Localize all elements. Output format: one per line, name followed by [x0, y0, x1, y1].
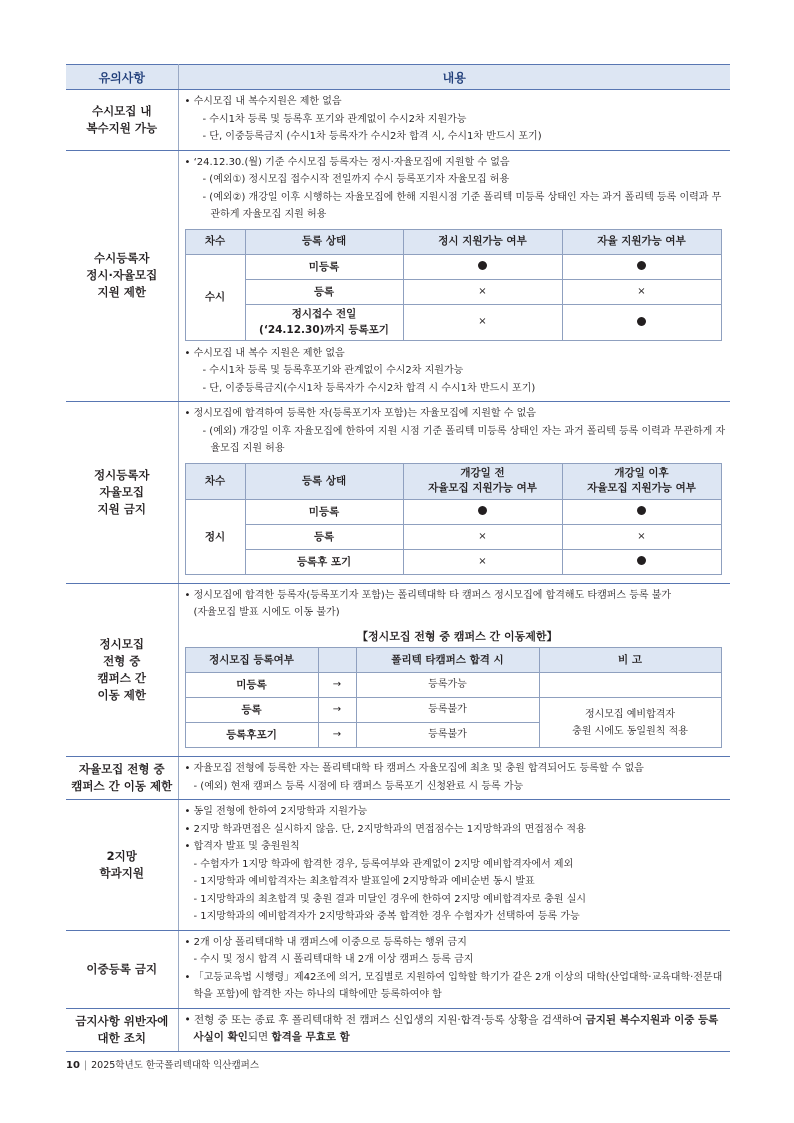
header-content: 내용 — [178, 65, 730, 90]
table-row — [66, 757, 730, 800]
susi-restriction-table — [185, 229, 722, 341]
header-category: 유의사항 — [66, 65, 178, 90]
row-content: • 동일 전형에 한하여 2지망학과 지원가능 • 2지망 학과면접은 실시하지 않음. 단, 2지망학과의 면접점수는 1지망학과의 면접점수 적용 • 합격자 발표 및 충원원칙 - 수험자가 1지망 학과에 합격한 경우, 등록여부와 관계없이 2지망 예비합격자에서 제외 - 1지망학과 예비합격자는 최초합격자 발표일에 2지망학과 예비순번 동시 발표 - 1지망학과의 최초합격 및 충원 결과 미달인 경우에 한하여 2지망 예비합격자로 충원 실시 - 1지망학과의 예비합격자가 2지망학과와 중복 합격한 경우 수험자가 선택하여 등록 가능 — [178, 800, 730, 931]
row-content: • 전형 중 또는 종료 후 폴리텍대학 전 캠퍼스 신입생의 지원·합격·등록 상황을 검색하여 금지된 복수지원과 이중 등록 사실이 확인되면 합격을 무효로 함 — [178, 1008, 730, 1051]
row-category: 자율모집 전형 중 캠퍼스 간 이동 제한 — [66, 757, 178, 800]
availability-cell — [562, 549, 721, 574]
sub-table-title: 【정시모집 전형 중 캠퍼스 간 이동제한】 — [356, 629, 558, 643]
row-content: • 정시모집에 합격하여 등록한 자(등록포기자 포함)는 자율모집에 지원할 수 없음 - (예외) 개강일 이후 자율모집에 한하여 지원 시점 기준 폴리텍 미등록 상태인 자는 과거 폴리텍 등록 이력과 무관하게 자율모집 지원 허용 차수 등록 상태 개강일 전 자율모집 지원가능 여부 개강일 이후 자율모집 지원가능 여부 정시 미등록 등록 × × 등록후 포기 × — [178, 402, 730, 584]
available-dot-icon — [637, 317, 646, 326]
availability-cell — [562, 304, 721, 340]
row-content: • 자율모집 전형에 등록한 자는 폴리텍대학 타 캠퍼스 자율모집에 최초 및 충원 합격되어도 등록할 수 없음 - (예외) 현재 캠퍼스 등록 시점에 타 캠퍼스 등록포기 신청완료 시 등록 가능 — [178, 757, 730, 800]
status-cell: 등록후포기 — [185, 723, 318, 748]
sub-header: 정시 지원가능 여부 — [403, 229, 562, 254]
table-row — [66, 402, 730, 584]
table-header-row — [66, 65, 730, 90]
row-content: • 2개 이상 폴리텍대학 내 캠퍼스에 이중으로 등록하는 행위 금지 - 수시 및 정시 합격 시 폴리텍대학 내 2개 이상 캠퍼스 등록 금지 • 「고등교육법 시행령」제42조에 의거, 모집별로 지원하여 입학할 학기가 같은 2개 이상의 대학(산업대학·교육대학·전문대학을 포함)에 합격한 자는 하나의 대학에만 등록하여야 함 — [178, 930, 730, 1008]
sub-header: 정시모집 등록여부 — [185, 648, 318, 673]
table-row — [66, 90, 730, 151]
sub-header: 자율 지원가능 여부 — [562, 229, 721, 254]
table-row — [66, 800, 730, 931]
availability-cell: × — [403, 304, 562, 340]
availability-cell — [562, 499, 721, 524]
availability-cell: × — [403, 524, 562, 549]
availability-cell — [403, 254, 562, 279]
footer-text: 2025학년도 한국폴리텍대학 익산캠퍼스 — [91, 1060, 259, 1071]
row-category: 2지망 학과지원 — [66, 800, 178, 931]
status-cell: 등록 — [245, 279, 403, 304]
row-category: 금지사항 위반자에 대한 조치 — [66, 1008, 178, 1051]
sub-header: 폴리텍 타캠퍼스 합격 시 — [356, 648, 539, 673]
status-cell: 정시접수 전일 (‘24.12.30)까지 등록포기 — [245, 304, 403, 340]
footer-separator: | — [83, 1060, 88, 1071]
document — [66, 64, 730, 1052]
availability-cell: × — [562, 279, 721, 304]
availability-cell — [403, 499, 562, 524]
result-cell: 등록불가 — [356, 723, 539, 748]
available-dot-icon — [637, 556, 646, 565]
table-row — [66, 150, 730, 402]
available-dot-icon — [637, 506, 646, 515]
campus-move-table — [185, 647, 722, 748]
result-cell: 등록가능 — [356, 673, 539, 698]
arrow-icon: → — [318, 673, 356, 698]
sub-header: 차수 — [185, 463, 245, 499]
group-cell: 정시 — [185, 499, 245, 574]
row-content: • 정시모집에 합격한 등록자(등록포기자 포함)는 폴리텍대학 타 캠퍼스 정시모집에 합격해도 타캠퍼스 등록 불가 (자율모집 발표 시에도 이동 불가) 【정시모집 전형 중 캠퍼스 간 이동제한】 정시모집 등록여부 폴리텍 타캠퍼스 합격 시 비 고 미등록 → 등록가능 등록 → 등록불가 정시모집 예비합격자 충원 시에도 동일원칙 적용 등록후포기 → 등록불가 — [178, 583, 730, 757]
row-content: • 수시모집 내 복수지원은 제한 없음 - 수시1차 등록 및 등록후 포기와 관계없이 수시2차 지원가능 - 단, 이중등록금지 (수시1차 등록자가 수시2차 합격 시, 수시1차 반드시 포기) — [178, 90, 730, 151]
row-content: • ‘24.12.30.(월) 기준 수시모집 등록자는 정시·자율모집에 지원할 수 없음 - (예외①) 정시모집 접수시작 전일까지 수시 등록포기자 자율모집 허용 - (예외②) 개강일 이후 시행하는 자율모집에 한해 지원시점 기준 폴리텍 미등록 상태인 자는 과거 폴리텍 등록 이력과 무관하게 자율모집 지원 허용 차수 등록 상태 정시 지원가능 여부 자율 지원가능 여부 수시 미등록 등록 × × 정시접수 전일 (‘24.12.30)까지 등록포기 × • 수시모집 내 복수 지원은 제한 없음 - 수시1차 등록 및 등록후포기와 관계없이 수시2차 지원가능 - 단, 이중등록금지(수시1차 등록자가 수시2차 합격 시 수시1차 반드시 포기) — [178, 150, 730, 402]
availability-cell: × — [403, 279, 562, 304]
sub-header — [318, 648, 356, 673]
sub-header: 차수 — [185, 229, 245, 254]
table-row — [66, 1008, 730, 1051]
sub-header: 개강일 전 자율모집 지원가능 여부 — [403, 463, 562, 499]
sub-header: 비 고 — [539, 648, 721, 673]
group-cell: 수시 — [185, 254, 245, 340]
available-dot-icon — [637, 261, 646, 270]
sub-header: 등록 상태 — [245, 463, 403, 499]
row-category: 정시등록자 자율모집 지원 금지 — [66, 402, 178, 584]
sub-header: 등록 상태 — [245, 229, 403, 254]
status-cell: 등록 — [245, 524, 403, 549]
availability-cell: × — [403, 549, 562, 574]
page-number: 10 — [66, 1060, 80, 1071]
result-cell: 등록불가 — [356, 698, 539, 723]
status-cell: 미등록 — [185, 673, 318, 698]
note-cell — [539, 673, 721, 698]
notice-table — [66, 64, 730, 1052]
row-category: 수시모집 내 복수지원 가능 — [66, 90, 178, 151]
row-category: 정시모집 전형 중 캠퍼스 간 이동 제한 — [66, 583, 178, 757]
availability-cell — [562, 254, 721, 279]
note-cell: 정시모집 예비합격자 충원 시에도 동일원칙 적용 — [539, 698, 721, 748]
status-cell: 등록 — [185, 698, 318, 723]
arrow-icon: → — [318, 698, 356, 723]
status-cell: 미등록 — [245, 499, 403, 524]
status-cell: 등록후 포기 — [245, 549, 403, 574]
table-row — [66, 583, 730, 757]
status-cell: 미등록 — [245, 254, 403, 279]
sub-header: 개강일 이후 자율모집 지원가능 여부 — [562, 463, 721, 499]
row-category: 수시등록자 정시·자율모집 지원 제한 — [66, 150, 178, 402]
available-dot-icon — [478, 506, 487, 515]
jeongsi-restriction-table — [185, 463, 722, 575]
arrow-icon: → — [318, 723, 356, 748]
table-row — [66, 930, 730, 1008]
page-footer — [66, 1057, 259, 1071]
available-dot-icon — [478, 261, 487, 270]
row-category: 이중등록 금지 — [66, 930, 178, 1008]
availability-cell: × — [562, 524, 721, 549]
